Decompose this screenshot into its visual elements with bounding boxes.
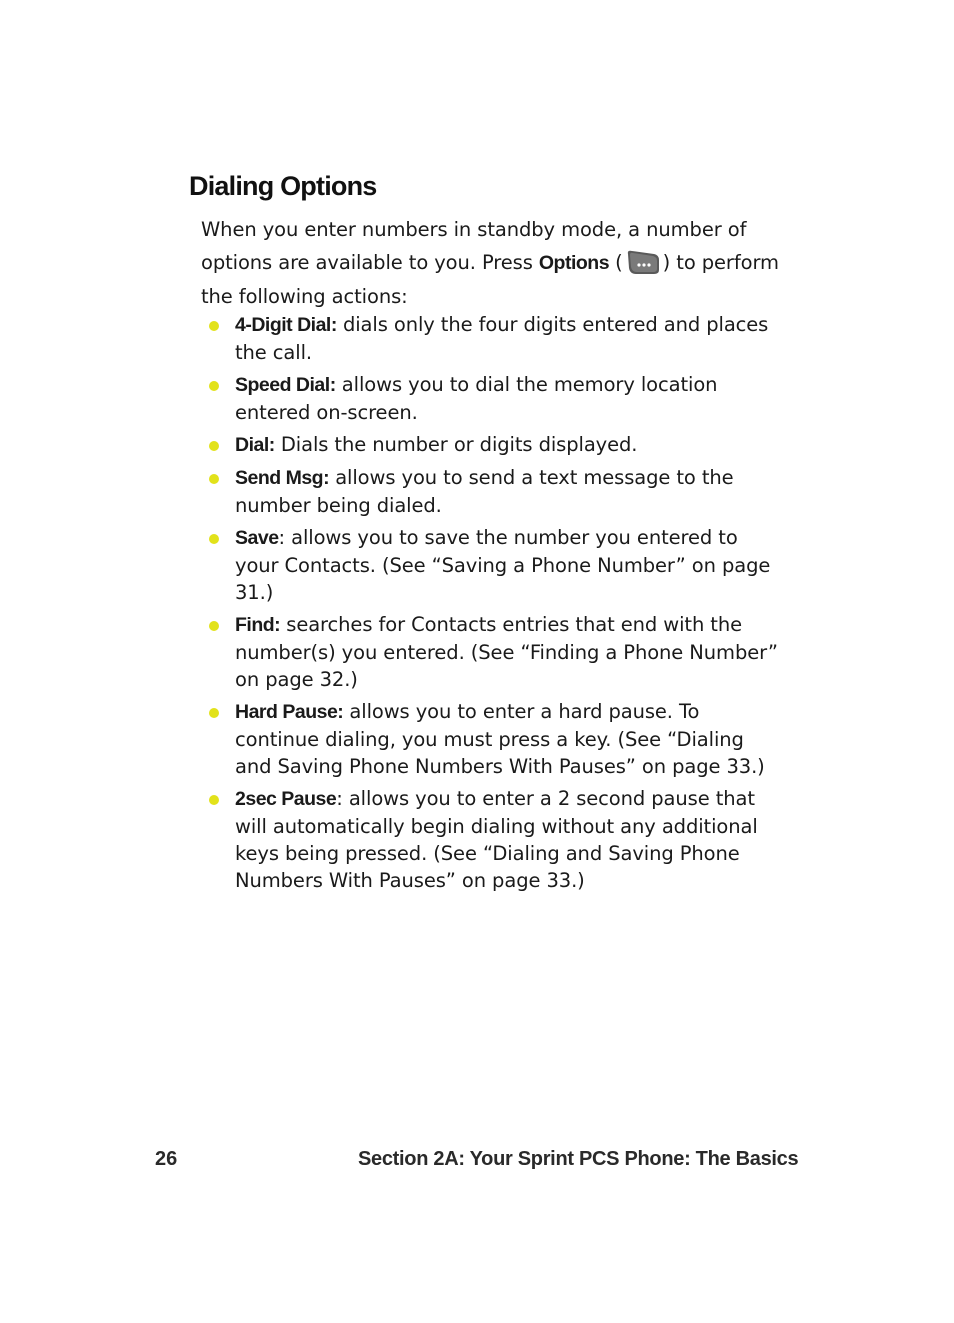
page-title: Dialing Options bbox=[189, 171, 377, 201]
list-item bbox=[0, 698, 780, 780]
option-term: Speed Dial: bbox=[235, 374, 336, 396]
bullet-icon bbox=[209, 708, 219, 718]
list-item bbox=[0, 371, 780, 426]
option-term: 4-Digit Dial: bbox=[235, 314, 337, 336]
bullet-icon bbox=[209, 381, 219, 391]
paren-open: ( bbox=[609, 251, 623, 274]
option-term: Hard Pause: bbox=[235, 701, 344, 723]
option-description: searches for Contacts entries that end with the number(s) you entered. (See “Finding a Phone Number” on page 32.) bbox=[235, 613, 778, 691]
option-description: dials only the four digits entered and places the call. bbox=[235, 313, 769, 364]
options-list bbox=[0, 311, 780, 899]
option-description: allows you to send a text message to the number being dialed. bbox=[235, 466, 734, 517]
option-term: Find: bbox=[235, 614, 281, 636]
list-item bbox=[0, 785, 780, 894]
option-term: Save bbox=[235, 527, 279, 549]
option-description: : allows you to save the number you entered to your Contacts. (See “Saving a Phone Number” on page 31.) bbox=[235, 526, 771, 604]
page-number: 26 bbox=[155, 1148, 178, 1170]
list-item bbox=[0, 431, 780, 459]
options-label: Options bbox=[538, 252, 610, 274]
bullet-icon bbox=[209, 621, 219, 631]
option-description: allows you to dial the memory location entered on-screen. bbox=[235, 373, 718, 424]
bullet-icon bbox=[209, 795, 219, 805]
option-description: : allows you to enter a 2 second pause that will automatically begin dialing without any additional keys being pressed. (See “Dialing and Saving Phone Numbers With Pauses” on page 33.) bbox=[235, 787, 758, 892]
bullet-icon bbox=[209, 534, 219, 544]
paren-close: ) bbox=[662, 251, 677, 274]
option-description: allows you to enter a hard pause. To continue dialing, you must press a key. (See “Dialing and Saving Phone Numbers With Pauses” on page 33.) bbox=[235, 700, 765, 778]
option-term: 2sec Pause bbox=[235, 788, 337, 810]
list-item bbox=[0, 611, 780, 693]
list-item bbox=[0, 311, 780, 366]
bullet-icon bbox=[209, 321, 219, 331]
intro-text-after: to perform the following actions: bbox=[201, 251, 779, 308]
options-softkey-icon bbox=[624, 248, 662, 276]
list-item bbox=[0, 524, 780, 606]
section-label: Section 2A: Your Sprint PCS Phone: The Basics bbox=[358, 1148, 799, 1170]
intro-text-before: When you enter numbers in standby mode, a number of options are available to you. Press bbox=[201, 218, 747, 274]
bullet-icon bbox=[209, 474, 219, 484]
intro-paragraph bbox=[201, 213, 781, 313]
option-term: Send Msg: bbox=[235, 467, 330, 489]
option-term: Dial: bbox=[235, 434, 275, 456]
bullet-icon bbox=[209, 441, 219, 451]
list-item bbox=[0, 464, 780, 519]
option-description: Dials the number or digits displayed. bbox=[274, 433, 638, 456]
